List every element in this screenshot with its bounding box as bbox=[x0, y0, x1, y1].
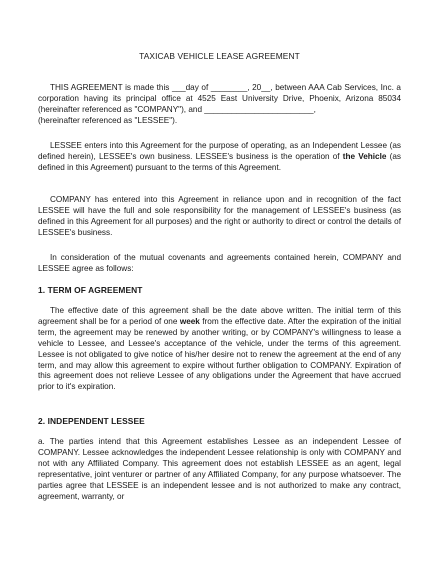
reliance-text: COMPANY has entered into this Agreement in reliance upon and in recognition of the fact LESSEE will have the full and sole responsibility for the management of LESSEE's business (as defined in this Agreement for all purposes) and the right or authority to direct or control the details of LESSEE's business. bbox=[38, 195, 401, 237]
purpose-vehicle-term: the Vehicle bbox=[342, 151, 387, 161]
term-text-start: The effective date of this agreement shall be the date above written. The initial term of this agreement shall be for a period of one bbox=[38, 306, 401, 326]
purpose-text-start: LESSEE enters into this Agreement for the purpose of operating, as an Independent Lessee (as defined herein), LESSEE's own business. LESSEE's business is the operation of bbox=[38, 141, 401, 161]
reliance-paragraph bbox=[38, 195, 401, 239]
intro-text: THIS AGREEMENT is made this ___day of ________, 20__, between AAA Cab Services, Inc. a corporation having its principal office at 4525 East University Drive, Phoenix, Arizona 85034 (hereinafter referenced as "COMPANY"), and ________________________, bbox=[38, 83, 401, 114]
intro-paragraph bbox=[38, 83, 401, 127]
intro-lessee-reference: (hereinafter referenced as "LESSEE"). bbox=[38, 115, 178, 125]
section-1-body bbox=[38, 306, 401, 393]
section-1-heading: 1. TERM OF AGREEMENT bbox=[38, 285, 143, 295]
purpose-paragraph bbox=[38, 141, 401, 174]
consideration-text: In consideration of the mutual covenants and agreements contained herein, COMPANY and LESSEE agree as follows: bbox=[38, 253, 401, 273]
section-2-body bbox=[38, 437, 401, 502]
term-period-word: week bbox=[179, 316, 200, 326]
independent-lessee-text: a. The parties intend that this Agreement establishes Lessee as an independent Lessee of COMPANY. Lessee acknowledges the independent Lessee relationship is only with COMPANY and not with any Affiliated Company. This agreement does not establish LESSEE as an agent, legal representative, joint venturer or partner of any Affiliated Company, for any purpose whatsoever. The parties agree that LESSEE is an independent lessee and is not authorized to make any contract, agreement, warranty, or bbox=[38, 437, 401, 501]
purpose-text-end: (as defined in this Agreement) pursuant to the terms of this Agreement. bbox=[38, 151, 402, 172]
consideration-paragraph bbox=[38, 253, 401, 275]
term-text-end: from the effective date. After the expiration of the initial term, the agreement may be renewed by another writing, or by COMPANY's willingness to lease a vehicle to Lessee, and Lessee's acceptance of the vehicle, under the terms of this agreement. Lessee is not obligated to give notice of his/her desire not to renew the agreement at the end of any term, and may allow this agreement to expire without further obligation to COMPANY. Expiration of this agreement does not relieve Lessee of any obligations under the Agreement that have accrued prior to it's expiration. bbox=[38, 316, 401, 392]
section-2-heading: 2. INDEPENDENT LESSEE bbox=[38, 416, 145, 426]
document-title: TAXICAB VEHICLE LEASE AGREEMENT bbox=[139, 51, 300, 61]
